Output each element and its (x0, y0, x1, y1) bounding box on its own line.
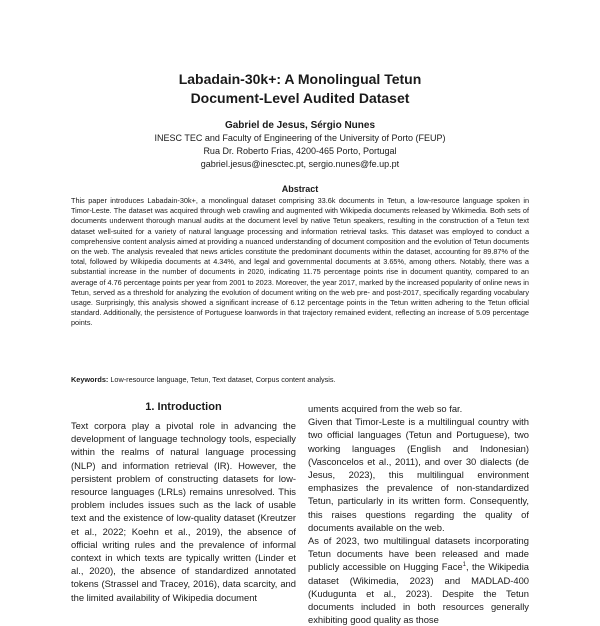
section-heading-introduction: 1. Introduction (145, 401, 222, 413)
author-emails: gabriel.jesus@inesctec.pt, sergio.nunes@fe.up.pt (200, 159, 400, 169)
paper-title (0, 70, 600, 108)
abstract-heading: Abstract (281, 184, 319, 194)
title-line-1: Labadain-30k+: A Monolingual Tetun (178, 71, 422, 87)
keywords-line (71, 375, 529, 385)
right-column-paragraph-3-end: , the Wikipedia dataset (Wikimedia, 2023) and MADLAD-400 (Kudugunta et al., 2023). Despite the Tetun documents included in both resources generally exhibiting good quality as those (308, 561, 529, 626)
right-column (308, 402, 529, 626)
abstract-text: This paper introduces Labadain-30k+, a monolingual dataset comprising 33.6k documents in Tetun, a low-resource language spoken in Timor-Leste. The dataset was acquired through web crawling and augmented with Wikipedia documents released by Wikimedia. Both sets of documents underwent thorough manual audits at the document level by native Tetun speakers, resulting in the construction of a Tetun text dataset well-suited for a variety of natural language processing and information retrieval tasks. This dataset was employed to conduct a comprehensive content analysis aimed at providing a nuanced understanding of document composition and the evolution of Tetun documents on the web. The analysis revealed that news articles constitute the predominant documents within the dataset, accounting for 89.87% of the total, followed by Wikipedia documents at 4.34%, and legal and governmental documents at 3.65%, among others. Notably, there was a substantial increase in the number of documents in 2020, indicating 11.75 percentage points rise in document quantity, compared to an average of 4.76 percentage points per year from 2001 to 2023. Moreover, the year 2017, marked by the increased popularity of online news in Tetun, served as a threshold for analyzing the evolution of document writing on the web pre- and post-2017, specifically regarding vocabulary usage. Surprisingly, this analysis showed a significant increase of 6.12 percentage points in the Tetun written adhering to the Tetun official standard. Additionally, the persistence of Portuguese loanwords in that trajectory remained evident, reflecting an increase of 5.09 percentage points. (71, 196, 529, 328)
right-column-paragraph-3-start: As of 2023, two multilingual datasets incorporating Tetun documents have been released and made publicly accessible on Hugging Face (308, 535, 529, 573)
left-column-text: Text corpora play a pivotal role in advancing the development of language technology tools, especially within the realms of natural language processing (NLP) and information retrieval (IR). However, the persistent problem of constructing datasets for low-resource languages (LRLs) remains unresolved. This problem includes issues such as the lack of usable text and the existence of low-quality dataset (Kreutzer et al., 2022; Koehn et al., 2019), the absence of official writing rules and the prevalence of informal context in which texts are typically written (Linder et al., 2020), the absence of standardized annotated tokens (Strassel and Tracey, 2016), data scarcity, and the limited availability of Wikipedia document (71, 420, 296, 603)
footnote-marker: 1 (462, 562, 466, 569)
author-names: Gabriel de Jesus, Sérgio Nunes (224, 120, 376, 131)
right-column-paragraph-3 (308, 534, 529, 626)
affiliation-block (0, 132, 600, 171)
title-line-2: Document-Level Audited Dataset (190, 90, 410, 106)
keywords-label: Keywords: (71, 375, 109, 384)
right-column-paragraph-2: Given that Timor-Leste is a multilingual country with two official languages (Tetun and Portuguese), two working languages (English and Indonesian) (Vasconcelos et al., 2011), and over 30 dialects (de Jesus, 2023), this multilingual environment emphasizes the prevalence of non-standardized Tetun, particularly in its written form. Consequently, this raises questions regarding the quality of documents available on the web. (308, 416, 529, 533)
keywords-text: Low-resource language, Tetun, Text dataset, Corpus content analysis. (108, 375, 336, 384)
affiliation-address: Rua Dr. Roberto Frias, 4200-465 Porto, Portugal (203, 146, 397, 156)
affiliation-institution: INESC TEC and Faculty of Engineering of the University of Porto (FEUP) (154, 133, 446, 143)
right-column-paragraph-1: uments acquired from the web so far. (308, 403, 463, 414)
